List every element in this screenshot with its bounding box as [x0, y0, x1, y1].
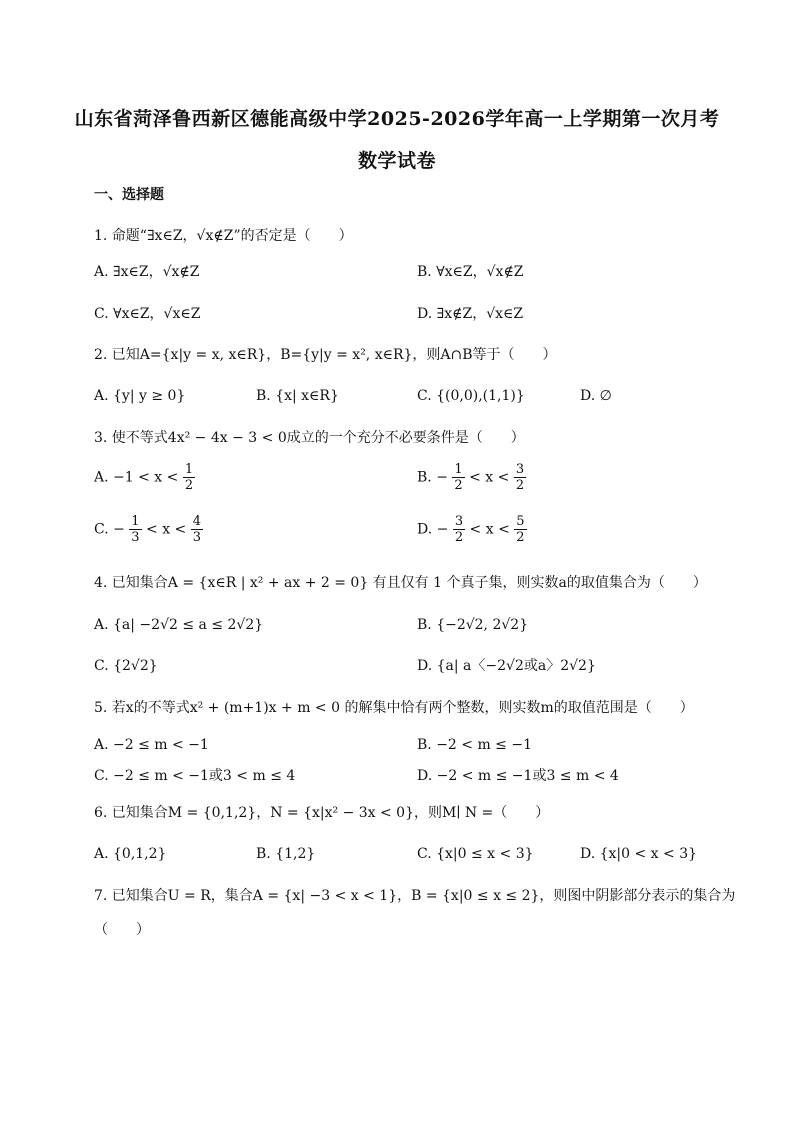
fraction: $\frac{5}{2}$	[516, 514, 525, 545]
question-3-option-d	[417, 514, 527, 545]
question-2-option-c: C. {(0,0),(1,1)}	[417, 388, 525, 404]
question-2-stem: 2. 已知A={x|y = x, x∈R}，B={y|y = x², x∈R}，则A∩B等于（ ）	[94, 347, 557, 363]
question-6-option-a: A. {0,1,2}	[94, 846, 167, 862]
question-5-option-a: A. −2 ≤ m < −1	[94, 737, 209, 753]
section-heading: 一、选择题	[94, 187, 164, 203]
question-4-option-b: B. {−2√2, 2√2}	[417, 617, 529, 633]
inequality-text: < x <	[146, 521, 187, 538]
question-4-stem: 4. 已知集合A = {x∈R | x² + ax + 2 = 0} 有且仅有 1 个真子集，则实数a的取值集合为（ ）	[94, 575, 707, 591]
question-7-stem: 7. 已知集合U = R，集合A = {x| −3 < x < 1}，B = {x|0 ≤ x ≤ 2}，则图中阴影部分表示的集合为	[94, 888, 736, 904]
exam-subtitle: 数学试卷	[357, 150, 436, 172]
fraction: $\frac{1}{2}$	[184, 462, 194, 493]
question-6-stem: 6. 已知集合M = {0,1,2}，N = {x|x² − 3x < 0}，则M∣ N =（ ）	[94, 805, 550, 821]
fraction: $\frac{4}{3}$	[192, 514, 202, 545]
question-2-option-d: D. ∅	[580, 388, 612, 404]
option-c-text: C. −	[94, 521, 125, 538]
question-4-option-c: C. {2√2}	[94, 658, 158, 674]
question-3-stem: 3. 使不等式4x² − 4x − 3 < 0成立的一个充分不必要条件是（ ）	[94, 430, 525, 446]
question-6-option-b: B. {1,2}	[256, 846, 316, 862]
exam-title: 山东省菏泽鲁西新区德能高级中学2025-2026学年高一上学期第一次月考	[74, 108, 720, 130]
question-1-option-b: B. ∀x∈Z，√x∉Z	[417, 264, 524, 280]
fraction: $\frac{3}{2}$	[515, 462, 525, 493]
question-7-stem-continued: （ ）	[94, 922, 150, 938]
question-6-option-c: C. {x|0 ≤ x < 3}	[417, 846, 534, 862]
question-6-option-d: D. {x|0 < x < 3}	[580, 846, 698, 862]
question-3-option-b	[417, 462, 526, 493]
option-d-text: D. −	[417, 521, 449, 538]
question-4-option-d: D. {a| a〈−2√2或a〉2√2}	[417, 658, 596, 674]
question-5-option-c: C. −2 ≤ m < −1或3 < m ≤ 4	[94, 768, 296, 784]
fraction: $\frac{3}{2}$	[454, 514, 464, 545]
question-1-option-a: A. ∃x∈Z，√x∉Z	[94, 264, 200, 280]
question-3-option-a	[94, 462, 195, 493]
question-5-option-b: B. −2 < m ≤ −1	[417, 737, 533, 753]
question-2-option-b: B. {x| x∈R}	[256, 388, 339, 404]
question-4-option-a: A. {a| −2√2 ≤ a ≤ 2√2}	[94, 617, 264, 633]
inequality-text: < x <	[469, 521, 510, 538]
fraction: $\frac{1}{2}$	[454, 462, 463, 493]
option-b-text: B. −	[417, 469, 448, 486]
question-5-stem: 5. 若x的不等式x² + (m+1)x + m < 0 的解集中恰有两个整数，则实数m的取值范围是（ ）	[94, 700, 694, 716]
inequality-text: < x <	[469, 469, 510, 486]
question-5-option-d: D. −2 < m ≤ −1或3 ≤ m < 4	[417, 768, 619, 784]
question-3-option-c	[94, 514, 203, 545]
question-1-option-d: D. ∃x∉Z，√x∈Z	[417, 306, 524, 322]
question-1-stem: 1. 命题“∃x∈Z，√x∉Z”的否定是（ ）	[94, 228, 353, 244]
fraction: $\frac{1}{3}$	[131, 514, 140, 545]
question-2-option-a: A. {y| y ≥ 0}	[94, 388, 186, 404]
question-1-option-c: C. ∀x∈Z，√x∈Z	[94, 306, 201, 322]
option-a-text: A. −1 < x <	[94, 469, 179, 486]
